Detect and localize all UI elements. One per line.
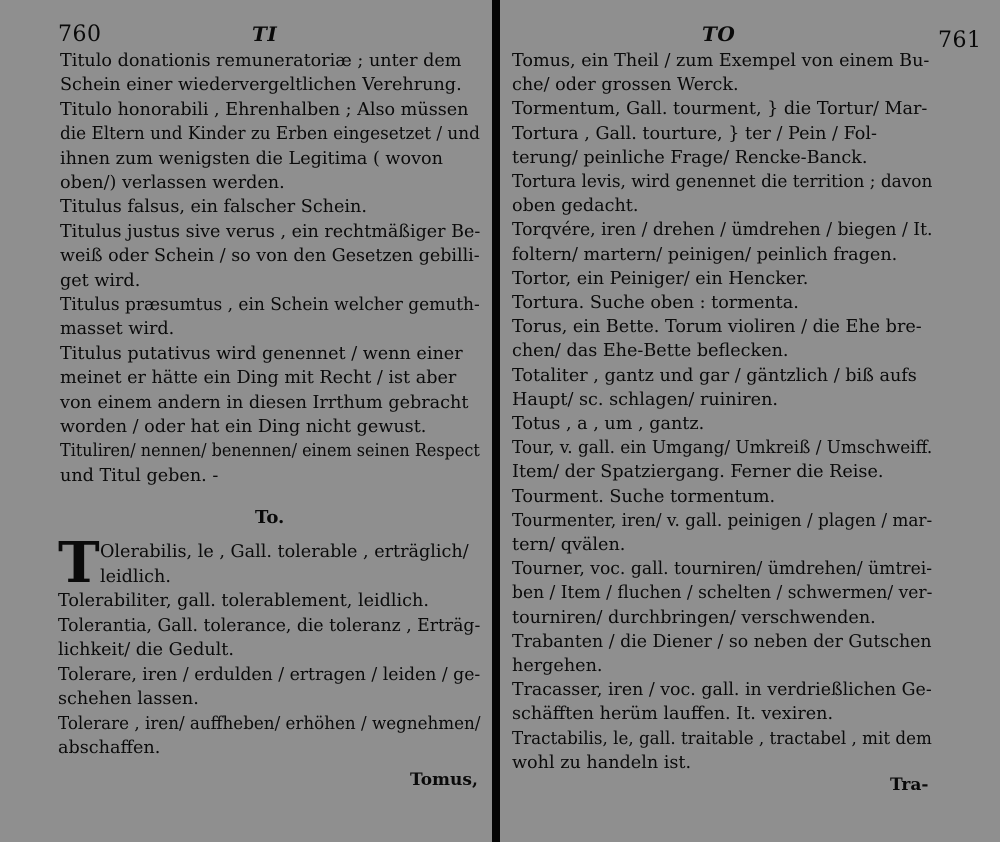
text-line: abschaffen. bbox=[58, 738, 161, 758]
right-catchword: Tra- bbox=[890, 775, 929, 795]
text-line: schäfften herüm lauffen. It. vexiren. bbox=[512, 704, 834, 725]
text-line: weiß oder Schein / so von den Gesetzen gebilli- bbox=[60, 246, 480, 267]
text-line: terung/ peinliche Frage/ Rencke-Banck. bbox=[512, 147, 868, 168]
text-line: Torus, ein Bette. Torum violiren / die Ehe bre- bbox=[512, 317, 922, 338]
text-line: Tourmenter, iren/ v. gall. peinigen / plagen / mar- bbox=[512, 510, 933, 531]
text-line: wohl zu handeln ist. bbox=[512, 752, 692, 773]
right-running-header: TO bbox=[702, 22, 736, 46]
text-line: Schein einer wiedervergeltlichen Verehrung. bbox=[60, 75, 462, 96]
text-line: Totus , a , um , gantz. bbox=[512, 414, 705, 434]
text-line: meinet er hätte ein Ding mit Recht / ist aber bbox=[60, 368, 457, 389]
text-line: Titulus putativus wird genennet / wenn einer bbox=[60, 343, 463, 364]
section-heading: To. bbox=[255, 507, 285, 528]
text-line: Tourner, voc. gall. tourniren/ ümdrehen/ ümtrei- bbox=[512, 559, 933, 580]
text-line: tern/ qvälen. bbox=[512, 535, 626, 555]
text-line: von einem andern in diesen Irrthum gebracht bbox=[60, 392, 469, 413]
text-line: ihnen zum wenigsten die Legitima ( wovon bbox=[60, 148, 443, 169]
text-line: Tolerantia, Gall. tolerance, die toleranz , Erträg- bbox=[58, 615, 481, 636]
text-line: Titulo honorabili , Ehrenhalben ; Also müssen bbox=[60, 99, 469, 120]
text-line: schehen lassen. bbox=[58, 689, 199, 709]
text-line: foltern/ martern/ peinigen/ peinlich fragen. bbox=[512, 244, 898, 265]
text-line: Titulus justus sive verus , ein rechtmäßiger Be- bbox=[60, 221, 481, 242]
text-line: Titulus præsumtus , ein Schein welcher gemuth- bbox=[60, 295, 480, 315]
text-line: chen/ das Ehe-Bette beflecken. bbox=[512, 341, 789, 362]
text-line: Tortura. Suche oben : tormenta. bbox=[512, 293, 799, 313]
right-page bbox=[500, 0, 1000, 842]
text-line: Titulo donationis remuneratoriæ ; unter dem bbox=[60, 51, 462, 71]
text-line: Totaliter , gantz und gar / gäntzlich / biß aufs bbox=[512, 365, 917, 386]
left-running-header: TI bbox=[252, 22, 278, 46]
text-line: get wird. bbox=[60, 270, 141, 291]
text-line: Trabanten / die Diener / so neben der Gutschen bbox=[512, 631, 932, 652]
text-line: Haupt/ sc. schlagen/ ruiniren. bbox=[512, 389, 779, 410]
text-line: che/ oder grossen Werck. bbox=[512, 75, 739, 96]
left-page bbox=[0, 0, 492, 842]
text-line: masset wird. bbox=[60, 319, 175, 340]
text-line: Tormentum, Gall. tourment, } die Tortur/ Mar- bbox=[512, 99, 928, 120]
text-line: hergehen. bbox=[512, 656, 603, 676]
text-line: oben/) verlassen werden. bbox=[60, 173, 285, 193]
text-line: Tituliren/ nennen/ benennen/ einem seinen Respect bbox=[60, 441, 480, 462]
text-line: und Titul geben. - bbox=[60, 465, 219, 486]
drop-cap: T bbox=[58, 530, 100, 596]
text-line: die Eltern und Kinder zu Erben eingesetzet / und bbox=[60, 124, 480, 145]
text-line: ben / Item / fluchen / schelten / schwermen/ ver- bbox=[512, 583, 933, 604]
text-line: Tortura , Gall. tourture, } ter / Pein / Fol- bbox=[512, 123, 877, 144]
text-line: Tolerare, iren / erdulden / ertragen / leiden / ge- bbox=[58, 664, 481, 685]
text-line: lichkeit/ die Gedult. bbox=[58, 640, 234, 660]
text-line: Tomus, ein Theil / zum Exempel von einem Bu- bbox=[512, 51, 930, 71]
text-line: worden / oder hat ein Ding nicht gewust. bbox=[60, 417, 427, 437]
text-line: Tracasser, iren / voc. gall. in verdrießlichen Ge- bbox=[512, 680, 932, 701]
text-line: oben gedacht. bbox=[512, 196, 639, 217]
text-line: Tortura levis, wird genennet die territion ; davon bbox=[512, 172, 933, 192]
left-page-number: 760 bbox=[58, 22, 102, 47]
text-line: Tractabilis, le, gall. traitable , tractabel , mit dem bbox=[512, 728, 932, 749]
text-line: Tolerabiliter, gall. tolerablement, leidlich. bbox=[58, 591, 429, 611]
text-line: leidlich. bbox=[100, 566, 171, 587]
text-line: Titulus falsus, ein falscher Schein. bbox=[60, 197, 367, 218]
text-line: Olerabilis, le , Gall. tolerable , erträglich/ bbox=[100, 542, 469, 562]
text-line: Torqvére, iren / drehen / ümdrehen / biegen / It. bbox=[512, 220, 933, 241]
text-line: Tolerare , iren/ auffheben/ erhöhen / wegnehmen/ bbox=[58, 713, 481, 734]
text-line: tourniren/ durchbringen/ verschwenden. bbox=[512, 607, 876, 628]
text-line: Item/ der Spatziergang. Ferner die Reise. bbox=[512, 462, 884, 483]
left-catchword: Tomus, bbox=[410, 770, 478, 790]
text-line: Tortor, ein Peiniger/ ein Hencker. bbox=[512, 268, 809, 289]
right-page-number: 761 bbox=[938, 28, 982, 53]
text-line: Tourment. Suche tormentum. bbox=[512, 486, 776, 507]
book-gutter bbox=[492, 0, 500, 842]
text-line: Tour, v. gall. ein Umgang/ Umkreiß / Umschweiff. bbox=[512, 438, 933, 459]
